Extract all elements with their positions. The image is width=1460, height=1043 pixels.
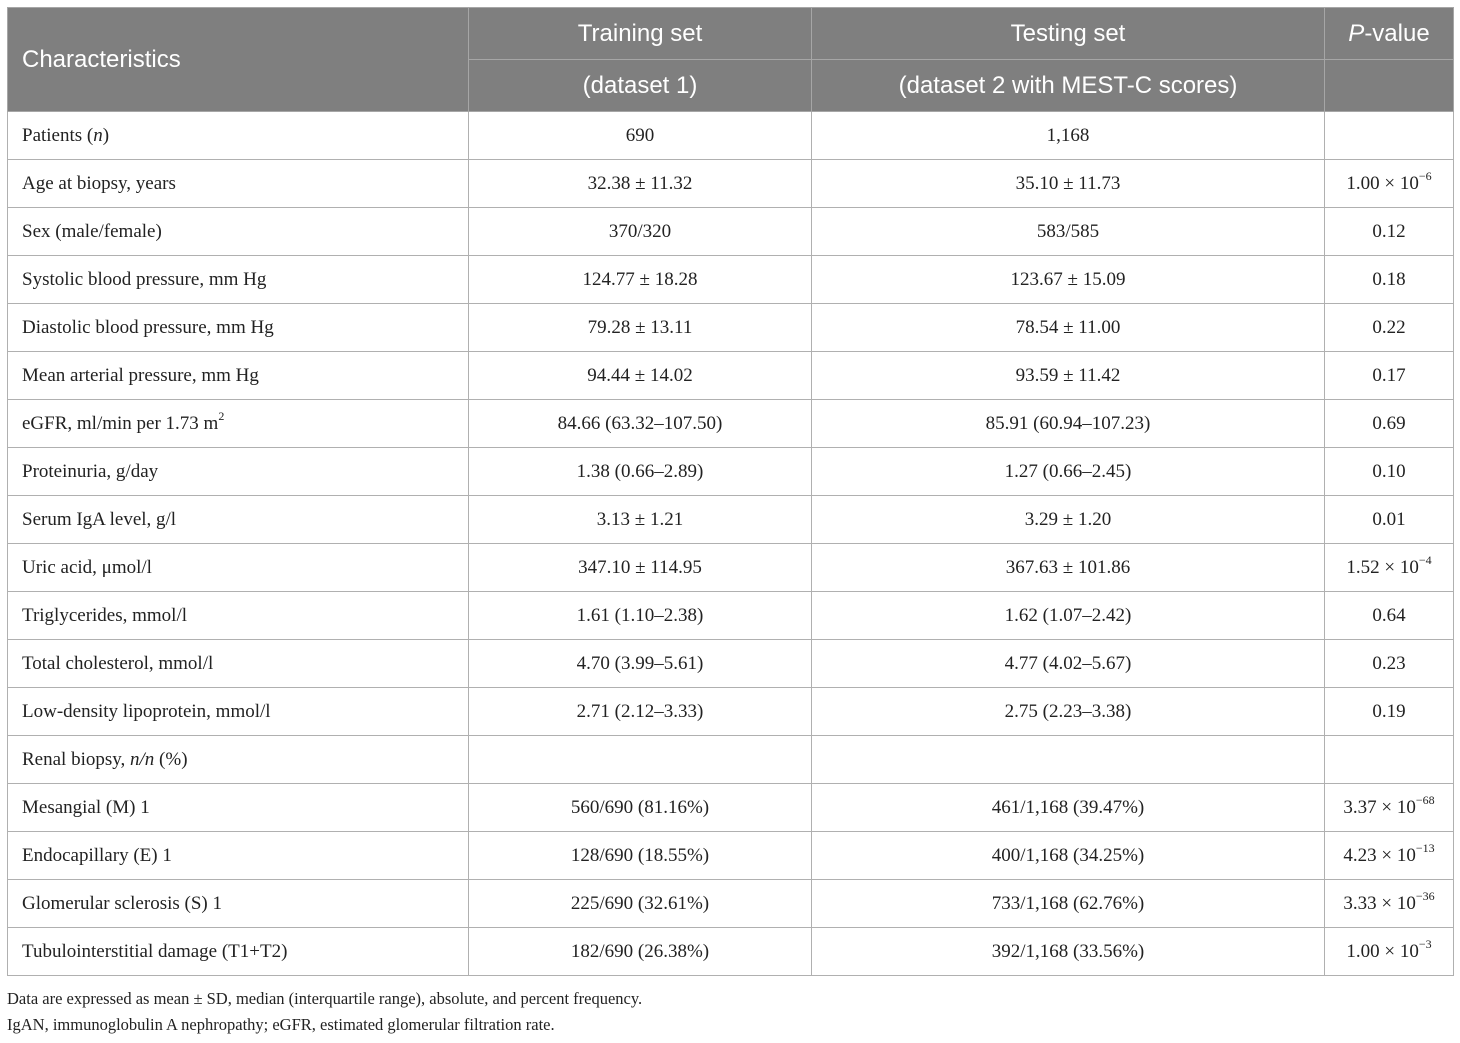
p-value-text: 0.12 xyxy=(1372,220,1406,242)
cell-characteristic xyxy=(8,928,469,976)
characteristic-label-italic: n/n xyxy=(130,748,155,770)
cell-p-value xyxy=(1325,112,1454,160)
header-characteristics: Characteristics xyxy=(8,8,469,112)
p-value-text: 0.69 xyxy=(1372,412,1406,434)
p-value-text: 3.33 × 10 xyxy=(1343,892,1416,914)
p-value-exponent: −68 xyxy=(1415,792,1435,807)
table-row xyxy=(8,496,1454,544)
cell-p-value xyxy=(1325,496,1454,544)
cell-training-value: 79.28 ± 13.11 xyxy=(469,304,812,352)
table-row xyxy=(8,400,1454,448)
p-value-exponent: −6 xyxy=(1418,168,1432,183)
header-testing-line1: Testing set xyxy=(812,8,1325,60)
table-row xyxy=(8,304,1454,352)
characteristic-label: Low-density lipoprotein, mmol/l xyxy=(22,700,271,722)
table-row xyxy=(8,640,1454,688)
characteristic-label: Proteinuria, g/day xyxy=(22,460,159,482)
cell-testing-value: 78.54 ± 11.00 xyxy=(812,304,1325,352)
cell-p-value xyxy=(1325,208,1454,256)
cell-p-value xyxy=(1325,592,1454,640)
cell-characteristic xyxy=(8,304,469,352)
cell-characteristic xyxy=(8,112,469,160)
cell-testing-value xyxy=(812,736,1325,784)
cell-characteristic xyxy=(8,160,469,208)
cell-p-value xyxy=(1325,544,1454,592)
cell-p-value xyxy=(1325,160,1454,208)
cell-testing-value: 123.67 ± 15.09 xyxy=(812,256,1325,304)
cell-p-value xyxy=(1325,256,1454,304)
cell-characteristic xyxy=(8,832,469,880)
header-pvalue-empty xyxy=(1325,60,1454,112)
table-row xyxy=(8,928,1454,976)
cell-training-value: 124.77 ± 18.28 xyxy=(469,256,812,304)
cell-testing-value: 1.27 (0.66–2.45) xyxy=(812,448,1325,496)
header-testing-line2: (dataset 2 with MEST-C scores) xyxy=(812,60,1325,112)
cell-testing-value: 85.91 (60.94–107.23) xyxy=(812,400,1325,448)
p-value-text: 0.22 xyxy=(1372,316,1406,338)
cell-testing-value: 583/585 xyxy=(812,208,1325,256)
cell-p-value xyxy=(1325,688,1454,736)
cell-training-value: 225/690 (32.61%) xyxy=(469,880,812,928)
cell-training-value: 128/690 (18.55%) xyxy=(469,832,812,880)
characteristic-label: Sex (male/female) xyxy=(22,220,162,242)
characteristic-label: Age at biopsy, years xyxy=(22,172,176,194)
characteristic-label: Mean arterial pressure, mm Hg xyxy=(22,364,259,386)
cell-characteristic xyxy=(8,544,469,592)
cell-training-value: 3.13 ± 1.21 xyxy=(469,496,812,544)
cell-p-value xyxy=(1325,880,1454,928)
cell-characteristic xyxy=(8,208,469,256)
table-row xyxy=(8,736,1454,784)
cell-training-value: 84.66 (63.32–107.50) xyxy=(469,400,812,448)
characteristic-label: Triglycerides, mmol/l xyxy=(22,604,188,626)
table-header xyxy=(8,8,1454,112)
cell-characteristic xyxy=(8,736,469,784)
cell-p-value xyxy=(1325,448,1454,496)
cell-testing-value: 1,168 xyxy=(812,112,1325,160)
cell-testing-value: 1.62 (1.07–2.42) xyxy=(812,592,1325,640)
table-row xyxy=(8,688,1454,736)
characteristic-label-suffix: (%) xyxy=(154,748,188,770)
characteristic-label: Tubulointerstitial damage (T1+T2) xyxy=(22,940,288,962)
cell-p-value xyxy=(1325,832,1454,880)
cell-testing-value: 93.59 ± 11.42 xyxy=(812,352,1325,400)
cell-training-value: 4.70 (3.99–5.61) xyxy=(469,640,812,688)
p-value-text: 1.52 × 10 xyxy=(1346,556,1419,578)
table-row xyxy=(8,208,1454,256)
cell-testing-value: 733/1,168 (62.76%) xyxy=(812,880,1325,928)
characteristic-label: Mesangial (M) 1 xyxy=(22,796,150,818)
p-value-text: 0.23 xyxy=(1372,652,1406,674)
table-row xyxy=(8,832,1454,880)
p-value-exponent: −3 xyxy=(1418,936,1432,951)
cell-characteristic xyxy=(8,448,469,496)
cell-characteristic xyxy=(8,400,469,448)
cell-p-value xyxy=(1325,304,1454,352)
cell-training-value: 690 xyxy=(469,112,812,160)
characteristic-label: Serum IgA level, g/l xyxy=(22,508,177,530)
characteristic-label: Renal biopsy, xyxy=(22,748,131,770)
cell-training-value: 560/690 (81.16%) xyxy=(469,784,812,832)
characteristic-label-italic: n xyxy=(93,124,103,146)
table-row xyxy=(8,544,1454,592)
table-body xyxy=(8,112,1454,976)
p-value-text: 0.01 xyxy=(1372,508,1406,530)
header-training-line2: (dataset 1) xyxy=(469,60,812,112)
table-row xyxy=(8,160,1454,208)
table-row xyxy=(8,448,1454,496)
cell-training-value: 94.44 ± 14.02 xyxy=(469,352,812,400)
characteristic-label: Systolic blood pressure, mm Hg xyxy=(22,268,267,290)
cell-testing-value: 4.77 (4.02–5.67) xyxy=(812,640,1325,688)
cell-training-value: 32.38 ± 11.32 xyxy=(469,160,812,208)
cell-characteristic xyxy=(8,592,469,640)
p-value-text: 0.18 xyxy=(1372,268,1406,290)
cell-p-value xyxy=(1325,352,1454,400)
cell-characteristic xyxy=(8,880,469,928)
characteristic-label: Total cholesterol, mmol/l xyxy=(22,652,214,674)
cell-testing-value: 35.10 ± 11.73 xyxy=(812,160,1325,208)
cell-p-value xyxy=(1325,928,1454,976)
characteristic-label: Endocapillary (E) 1 xyxy=(22,844,172,866)
p-value-exponent: −13 xyxy=(1415,840,1435,855)
cell-characteristic xyxy=(8,496,469,544)
characteristic-label: Uric acid, μmol/l xyxy=(22,556,152,578)
characteristic-label: Diastolic blood pressure, mm Hg xyxy=(22,316,274,338)
footnote-abbreviations: IgAN, immunoglobulin A nephropathy; eGFR, estimated glomerular filtration rate. xyxy=(7,1015,555,1034)
table-row xyxy=(8,784,1454,832)
cell-training-value: 1.61 (1.10–2.38) xyxy=(469,592,812,640)
cell-testing-value: 392/1,168 (33.56%) xyxy=(812,928,1325,976)
p-value-text: 0.17 xyxy=(1372,364,1406,386)
cell-training-value: 370/320 xyxy=(469,208,812,256)
cell-training-value: 2.71 (2.12–3.33) xyxy=(469,688,812,736)
characteristics-table-container xyxy=(7,7,1453,976)
cell-testing-value: 461/1,168 (39.47%) xyxy=(812,784,1325,832)
characteristic-label-superscript: 2 xyxy=(218,408,225,423)
cell-training-value xyxy=(469,736,812,784)
cell-training-value: 1.38 (0.66–2.89) xyxy=(469,448,812,496)
cell-testing-value: 400/1,168 (34.25%) xyxy=(812,832,1325,880)
cell-characteristic xyxy=(8,688,469,736)
p-value-text: 0.64 xyxy=(1372,604,1406,626)
characteristic-label-suffix: ) xyxy=(102,124,110,146)
p-value-text: 3.37 × 10 xyxy=(1343,796,1416,818)
table-row xyxy=(8,256,1454,304)
table-row xyxy=(8,880,1454,928)
characteristic-label: Glomerular sclerosis (S) 1 xyxy=(22,892,222,914)
cell-training-value: 347.10 ± 114.95 xyxy=(469,544,812,592)
footnote-data-expression: Data are expressed as mean ± SD, median (interquartile range), absolute, and percent frequency. xyxy=(7,989,643,1008)
cell-characteristic xyxy=(8,256,469,304)
header-pvalue-rest: -value xyxy=(1364,19,1430,47)
p-value-exponent: −4 xyxy=(1418,552,1432,567)
header-training-line1: Training set xyxy=(469,8,812,60)
p-value-exponent: −36 xyxy=(1415,888,1435,903)
cell-characteristic xyxy=(8,640,469,688)
header-pvalue-italic: P xyxy=(1348,19,1365,47)
cell-testing-value: 2.75 (2.23–3.38) xyxy=(812,688,1325,736)
p-value-text: 1.00 × 10 xyxy=(1346,940,1419,962)
cell-p-value xyxy=(1325,784,1454,832)
cell-p-value xyxy=(1325,640,1454,688)
characteristics-table xyxy=(7,7,1454,976)
table-row xyxy=(8,592,1454,640)
cell-testing-value: 3.29 ± 1.20 xyxy=(812,496,1325,544)
characteristic-label: eGFR, ml/min per 1.73 m xyxy=(22,412,219,434)
cell-p-value xyxy=(1325,736,1454,784)
p-value-text: 0.19 xyxy=(1372,700,1406,722)
table-row xyxy=(8,112,1454,160)
cell-training-value: 182/690 (26.38%) xyxy=(469,928,812,976)
cell-p-value xyxy=(1325,400,1454,448)
characteristic-label: Patients ( xyxy=(22,124,94,146)
table-row xyxy=(8,352,1454,400)
cell-characteristic xyxy=(8,352,469,400)
p-value-text: 1.00 × 10 xyxy=(1346,172,1419,194)
p-value-text: 0.10 xyxy=(1372,460,1406,482)
header-pvalue xyxy=(1325,8,1454,60)
p-value-text: 4.23 × 10 xyxy=(1343,844,1416,866)
cell-testing-value: 367.63 ± 101.86 xyxy=(812,544,1325,592)
cell-characteristic xyxy=(8,784,469,832)
